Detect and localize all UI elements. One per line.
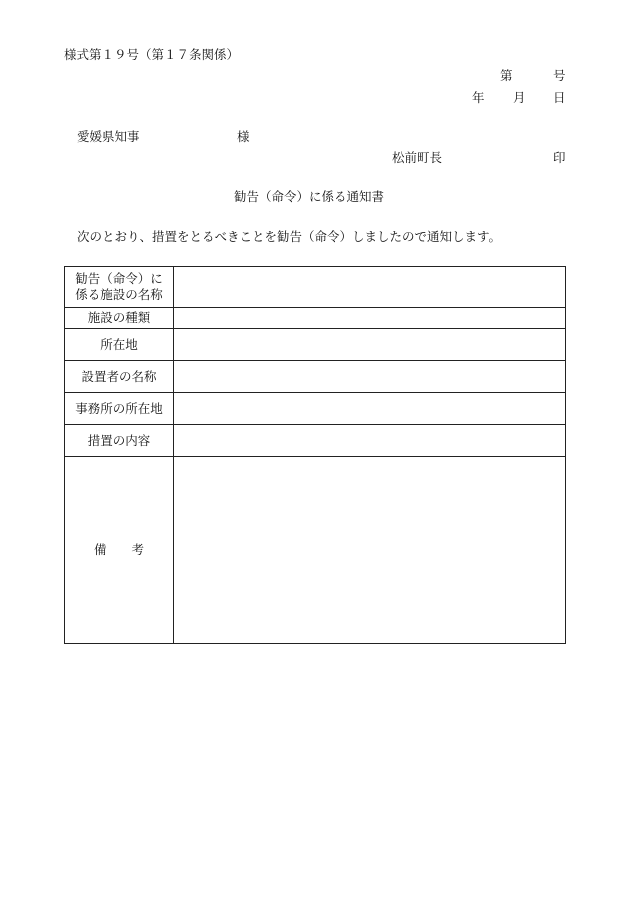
location-field[interactable]: [174, 329, 566, 361]
facility-type-field[interactable]: [174, 308, 566, 329]
date-day: 日: [553, 90, 566, 105]
row-label-office-location: 事務所の所在地: [65, 393, 174, 425]
table-row: [65, 425, 566, 457]
notice-table: [64, 266, 566, 644]
remarks-field[interactable]: [174, 457, 566, 644]
seal-mark: 印: [553, 150, 566, 165]
sender-name: 松前町長: [392, 150, 443, 165]
addressee-honorific: 様: [237, 129, 250, 144]
row-label-facility-type: 施設の種類: [65, 308, 174, 329]
installer-name-field[interactable]: [174, 361, 566, 393]
office-location-field[interactable]: [174, 393, 566, 425]
document-title: 勧告（命令）に係る通知書: [234, 189, 385, 204]
row-label-location: 所在地: [65, 329, 174, 361]
date-year: 年: [472, 90, 485, 105]
label-line: 係る施設の名称: [75, 287, 163, 302]
measures-field[interactable]: [174, 425, 566, 457]
date-month: 月: [513, 90, 526, 105]
table-row: [65, 267, 566, 308]
table-row: [65, 329, 566, 361]
row-label-remarks: 備 考: [65, 457, 174, 644]
body-text: 次のとおり、措置をとるべきことを勧告（命令）しましたので通知します。: [77, 229, 502, 244]
facility-name-field[interactable]: [174, 267, 566, 308]
row-label-installer-name: 設置者の名称: [65, 361, 174, 393]
table-row: [65, 308, 566, 329]
number-prefix: 第: [500, 68, 513, 83]
number-suffix: 号: [553, 68, 566, 83]
table-row: [65, 361, 566, 393]
row-label-facility-name: [65, 267, 174, 308]
row-label-measures: 措置の内容: [65, 425, 174, 457]
addressee-name: 愛媛県知事: [77, 129, 140, 144]
table-row: [65, 457, 566, 644]
label-line: 勧告（命令）に: [75, 271, 163, 286]
table-row: [65, 393, 566, 425]
form-number: 様式第１９号（第１７条関係）: [64, 47, 240, 62]
